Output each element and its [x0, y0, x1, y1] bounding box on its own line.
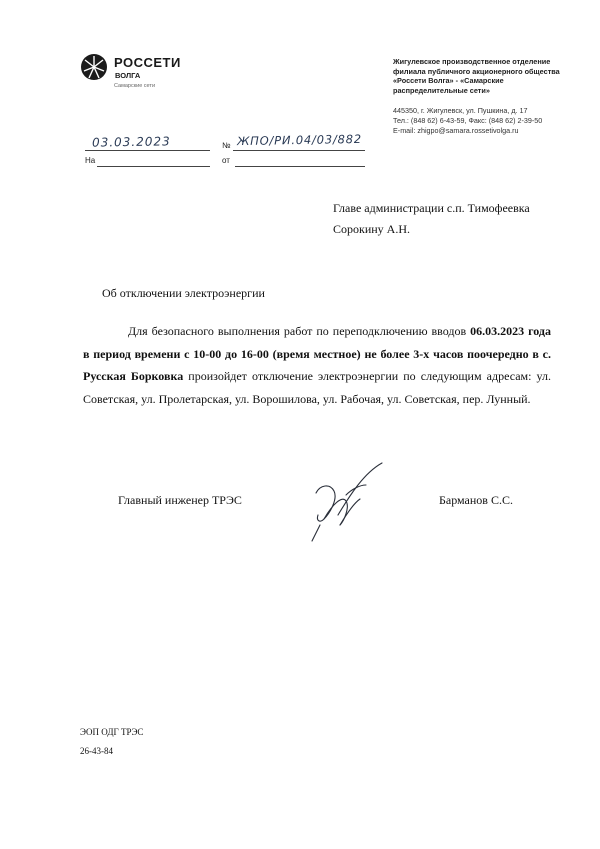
number-underline [233, 150, 365, 151]
org-line: «Россети Волга» - «Самарские [393, 76, 504, 85]
ot-label: от [222, 156, 230, 165]
number-label: № [222, 141, 231, 150]
phone-line: Тел.: (848 62) 6-43-59, Факс: (848 62) 2-39-50 [393, 115, 543, 125]
addressee-name: Сорокину А.Н. [333, 222, 411, 236]
handwritten-signature [290, 455, 390, 555]
org-line: распределительные сети» [393, 85, 490, 95]
body-text-part1: Для безопасного выполнения работ по переподключению вводов [128, 324, 471, 338]
email-line: E-mail: zhigpo@samara.rossetivolga.ru [393, 125, 519, 135]
organization-address [393, 106, 583, 135]
signatory-title: Главный инженер ТРЭС [118, 493, 242, 507]
brand-branch: Самарские сети [114, 83, 156, 89]
na-label: На [85, 156, 96, 165]
address-line: 445350, г. Жигулевск, ул. Пушкина, д. 17 [393, 106, 528, 115]
brand-name: РОССЕТИ [114, 55, 181, 70]
letter-subject: Об отключении электроэнергии [102, 286, 265, 300]
na-underline [97, 166, 210, 167]
signatory-name: Барманов С.С. [439, 493, 513, 507]
executor-phone: 26-43-84 [80, 746, 113, 756]
org-line: Жигулевское производственное отделение [393, 57, 551, 66]
executor-department: ЭОП ОДГ ТРЭС [80, 727, 144, 737]
letter-body [83, 320, 551, 410]
organization-name [393, 57, 573, 95]
registration-number: ЖПО/РИ.04/03/882 [236, 131, 363, 149]
addressee-position: Главе администрации с.п. Тимофеевка [333, 201, 530, 215]
body-text-part2: произойдет отключение электроэнергии по следующим адресам: ул. Советская, ул. Пролетарская, ул. Ворошилова, ул. Рабочая, ул. Советская, пер. Лунный. [83, 369, 551, 406]
brand-subtitle: ВОЛГА [115, 71, 141, 80]
rosseti-logo-icon [80, 53, 108, 81]
registration-date: 03.03.2023 [91, 134, 171, 150]
org-line: филиала публичного акционерного общества [393, 66, 560, 76]
date-underline [85, 150, 210, 151]
ot-underline [235, 166, 365, 167]
body-text-bold: 06.03.2023 года в период времени с 10-00 до 16-00 (время местное) не более 3-х часов поочередно в с. Русская Борковка [83, 324, 551, 383]
